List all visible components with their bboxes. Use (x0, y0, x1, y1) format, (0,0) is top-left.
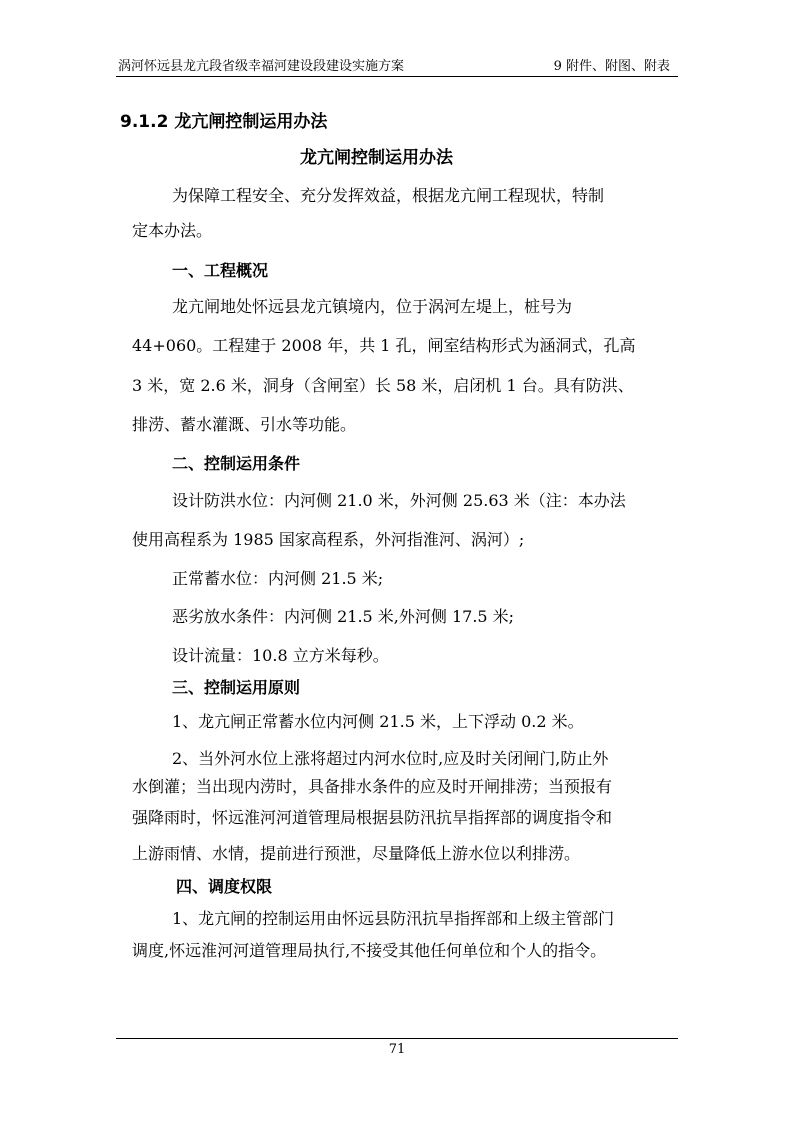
authority-paragraph-line: 调度,怀远淮河河道管理局执行,不接受其他任何单位和个人的指令。 (132, 941, 607, 960)
overview-paragraph-line: 3 米，宽 2.6 米，洞身（含闸室）长 58 米，启闭机 1 台。具有防洪、 (132, 376, 634, 395)
intro-paragraph-line: 为保障工程安全、充分发挥效益，根据龙亢闸工程现状，特制 (172, 186, 605, 205)
overview-paragraph-line: 44+060。工程建于 2008 年，共 1 孔，闸室结构形式为涵洞式，孔高 (132, 336, 636, 355)
conditions-paragraph-line: 设计流量：10.8 立方米每秒。 (172, 646, 389, 665)
section-title: 9.1.2 龙亢闸控制运用办法 (120, 112, 328, 132)
overview-paragraph-line: 排涝、蓄水灌溉、引水等功能。 (132, 415, 357, 434)
overview-paragraph-line: 龙亢闸地处怀远县龙亢镇境内，位于涡河左堤上，桩号为 (172, 297, 573, 316)
section-heading-authority: 四、调度权限 (176, 877, 273, 896)
conditions-paragraph-line: 设计防洪水位：内河侧 21.0 米，外河侧 25.63 米（注：本办法 (172, 491, 626, 510)
header-divider (116, 76, 678, 77)
header-chapter-label: 9 附件、附图、附表 (553, 59, 670, 74)
section-heading-overview: 一、工程概况 (172, 261, 269, 280)
footer-divider (116, 1038, 678, 1039)
intro-paragraph-line: 定本办法。 (132, 221, 213, 240)
conditions-paragraph-line: 恶劣放水条件：内河侧 21.5 米,外河侧 17.5 米; (172, 607, 515, 626)
principles-paragraph-line: 水倒灌；当出现内涝时，具备排水条件的应及时开闸排涝；当预报有 (132, 777, 613, 796)
principles-paragraph-line: 2、当外河水位上涨将超过内河水位时,应及时关闭闸门,防止外 (172, 749, 609, 768)
conditions-paragraph-line: 使用高程系为 1985 国家高程系，外河指淮河、涡河）; (132, 530, 525, 549)
principles-paragraph-line: 1、龙亢闸正常蓄水位内河侧 21.5 米，上下浮动 0.2 米。 (172, 712, 584, 731)
section-heading-conditions: 二、控制运用条件 (172, 454, 301, 473)
header-document-title: 涡河怀远县龙亢段省级幸福河建设段建设实施方案 (118, 59, 405, 74)
principles-paragraph-line: 上游雨情、水情，提前进行预泄，尽量降低上游水位以利排涝。 (132, 844, 581, 863)
authority-paragraph-line: 1、龙亢闸的控制运用由怀远县防汛抗旱指挥部和上级主管部门 (172, 909, 615, 928)
section-heading-principles: 三、控制运用原则 (172, 678, 301, 697)
page-number: 71 (388, 1042, 406, 1057)
conditions-paragraph-line: 正常蓄水位：内河侧 21.5 米; (172, 569, 384, 588)
document-title: 龙亢闸控制运用办法 (300, 148, 453, 168)
principles-paragraph-line: 强降雨时，怀远淮河河道管理局根据县防汛抗旱指挥部的调度指令和 (132, 808, 613, 827)
